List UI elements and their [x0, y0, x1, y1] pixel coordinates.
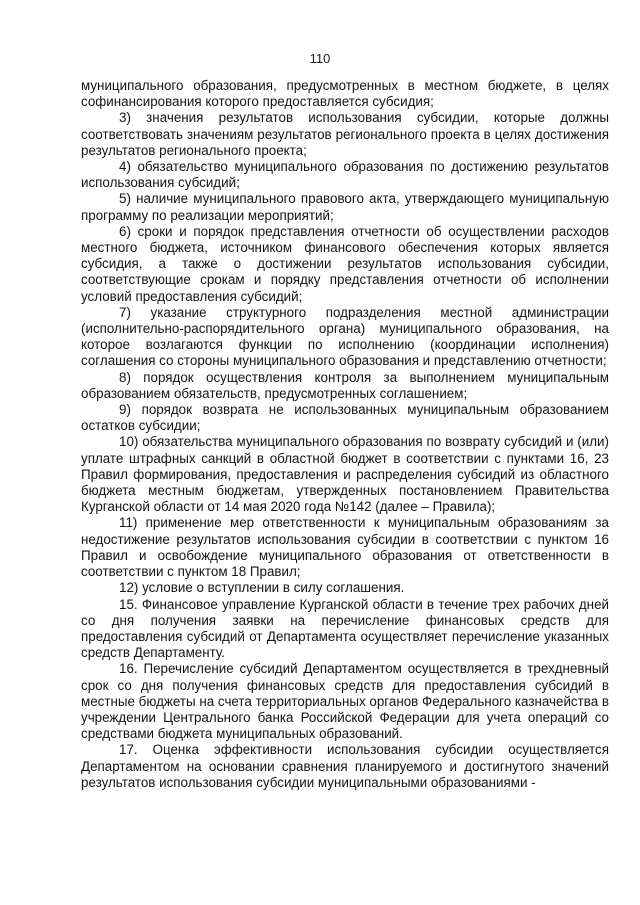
paragraph-item-12: 12) условие о вступлении в силу соглашения. — [119, 580, 405, 596]
paragraph-item-9: 9) порядок возврата не использованных муниципальным образованием остатков субсидии; — [81, 402, 609, 434]
paragraph-item-10: 10) обязательства муниципального образования по возврату субсидий и (или) уплате штрафных санкций в областной бюджет в соответствии с пунктами 16, 23 Правил формирования, предоставления и распределения субсидий из областного бюджета местным бюджетам, утвержденных постановлением Правительства Курганской области от 14 мая 2020 года №142 (далее – Правила); — [81, 434, 609, 515]
paragraph-item-8: 8) порядок осуществления контроля за выполнением муниципальным образованием обязательств, предусмотренных соглашением; — [81, 369, 609, 401]
paragraph-continuation: муниципального образования, предусмотренных в местном бюджете, в целях софинансирования которого предоставляется субсидия; — [81, 78, 609, 110]
paragraph-section-16: 16. Перечисление субсидий Департаментом осуществляется в трехдневный срок со дня получения финансовых средств для предоставления субсидий в местные бюджеты на счета территориальных органов Федерального казначейства в учреждении Центрального банка Российской Федерации для учета операций со средствами бюджета муниципальных образований. — [81, 661, 610, 742]
paragraph-item-5: 5) наличие муниципального правового акта, утверждающего муниципальную программу по реализации мероприятий; — [81, 191, 609, 223]
paragraph-item-6: 6) сроки и порядок представления отчетности об осуществлении расходов местного бюджета, источником финансового обеспечения которых является субсидия, а также о достижении результатов использования субсидии, соответствующие срокам и порядку представления отчетности об исполнении условий предоставления субсидий; — [81, 223, 609, 304]
document-body — [81, 78, 609, 791]
paragraph-item-7: 7) указание структурного подразделения местной администрации (исполнительно-распорядительного органа) муниципального образования, на которое возлагаются функции по исполнению (координации исполнения) соглашения со стороны муниципального образования и представлению отчетности; — [81, 304, 609, 369]
paragraph-section-15: 15. Финансовое управление Курганской области в течение трех рабочих дней со дня получения заявки на перечисление финансовых средств для предоставления субсидий от Департамента осуществляет перечисление указанных средств Департаменту. — [81, 596, 609, 661]
page-number: 110 — [309, 51, 331, 66]
paragraph-section-17: 17. Оценка эффективности использования субсидии осуществляется Департаментом на основании сравнения планируемого и достигнутого значений результатов использования субсидии муниципальными образованиями - — [81, 742, 609, 790]
paragraph-item-4: 4) обязательство муниципального образования по достижению результатов использования субсидий; — [81, 159, 609, 191]
paragraph-item-3: 3) значения результатов использования субсидии, которые должны соответствовать значениям результатов регионального проекта в целях достижения результатов регионального проекта; — [81, 110, 609, 158]
paragraph-item-11: 11) применение мер ответственности к муниципальным образованиям за недостижение результатов использования субсидии в соответствии с пунктом 16 Правил и освобождение муниципального образования от ответственности в соответствии с пунктом 18 Правил; — [81, 515, 609, 580]
